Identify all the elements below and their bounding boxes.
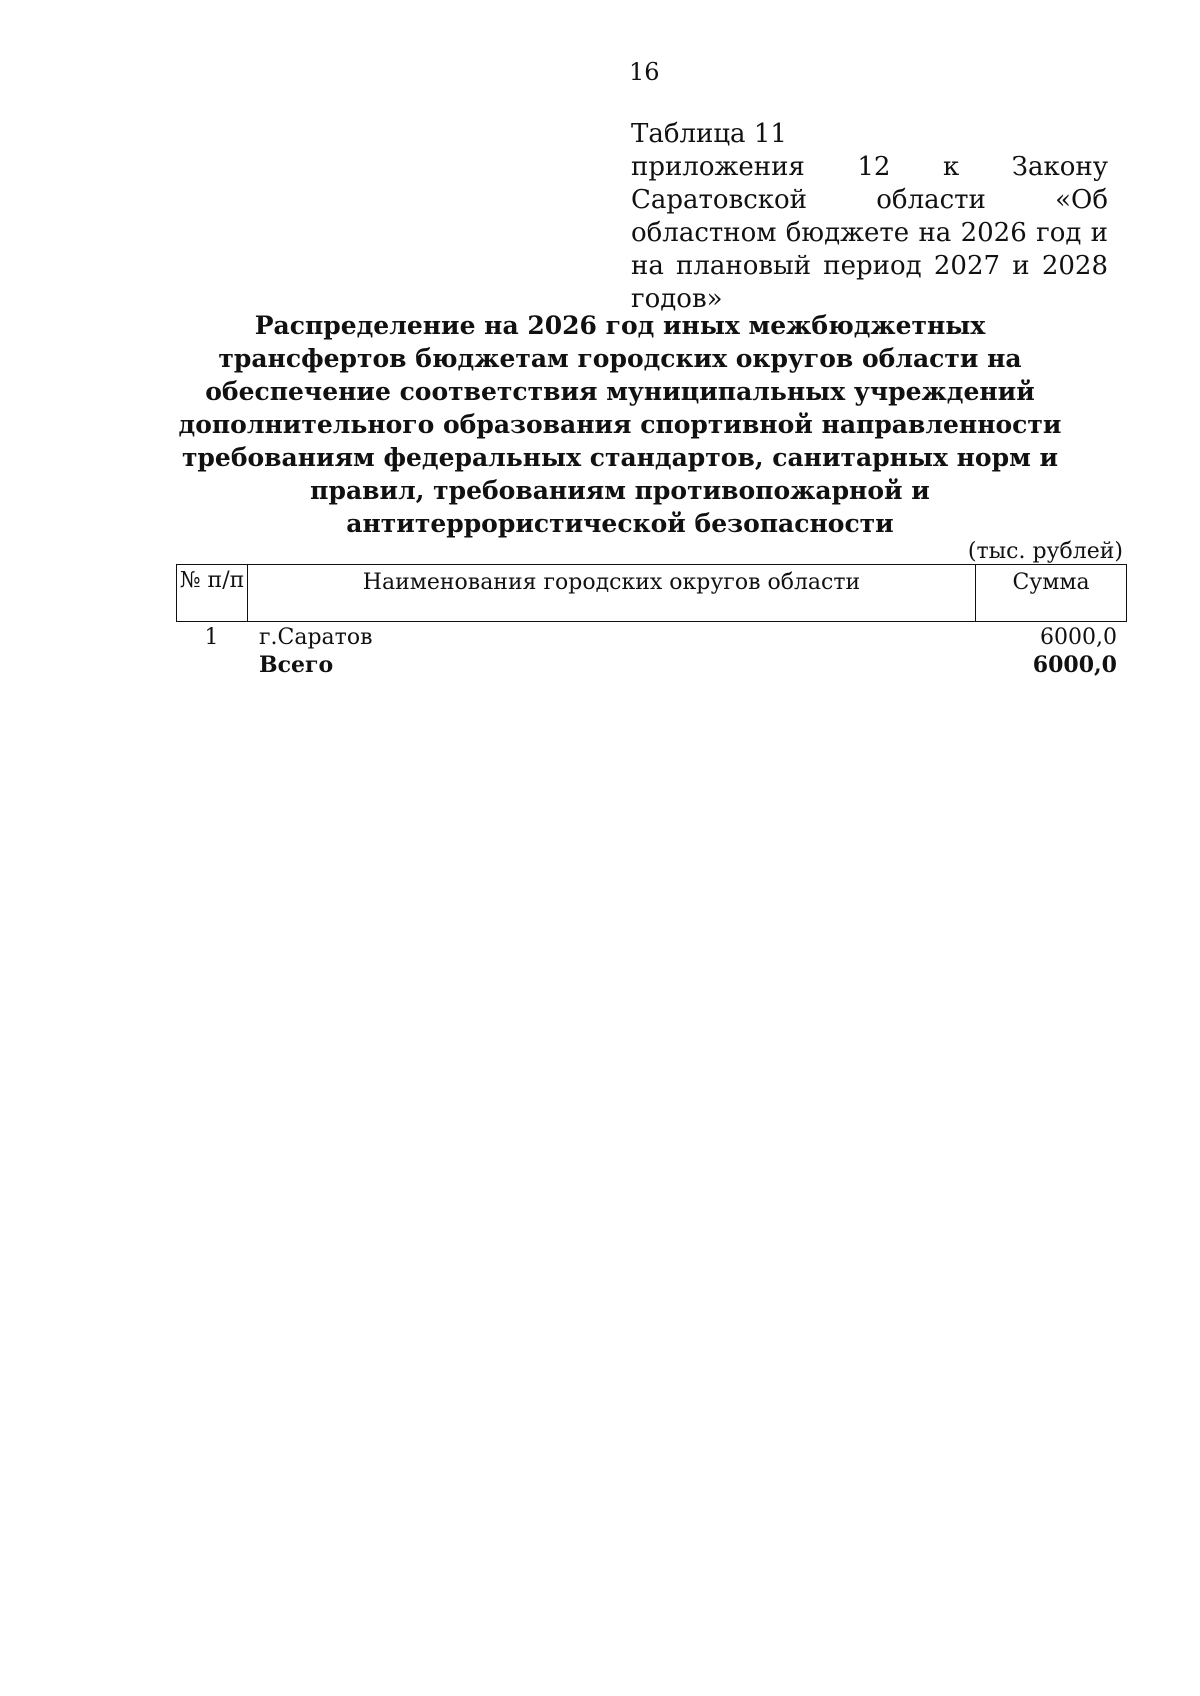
header-number: № п/п: [177, 565, 248, 621]
total-row: [176, 651, 1117, 679]
document-title: Распределение на 2026 год иных межбюджетных трансфертов бюджетам городских округов области на обеспечение соответствия муниципальных учреждений дополнительного образования спортивной направленности требованиям федеральных стандартов, санитарных норм и правил, требованиям противопожарной и антитеррористической безопасности: [178, 311, 1062, 538]
total-label: Всего: [259, 652, 334, 678]
appendix-text: приложения 12 к Закону Саратовской области «Об областном бюджете на 2026 год и на плановый период 2027 и 2028 годов»: [631, 152, 1108, 314]
total-sum: 6000,0: [1032, 652, 1117, 678]
page-number: 16: [629, 58, 660, 86]
appendix-table-number: Таблица 11: [631, 119, 787, 149]
row-number: 1: [204, 625, 219, 650]
row-sum: 6000,0: [1040, 625, 1117, 650]
appendix-reference: [631, 118, 1108, 316]
table-row: [176, 624, 1117, 652]
units-label: (тыс. рублей): [967, 539, 1123, 564]
table-header: [176, 564, 1127, 622]
header-name: Наименования городских округов области: [248, 565, 976, 621]
header-sum: Сумма: [1012, 570, 1090, 595]
row-name: г.Саратов: [259, 625, 373, 650]
